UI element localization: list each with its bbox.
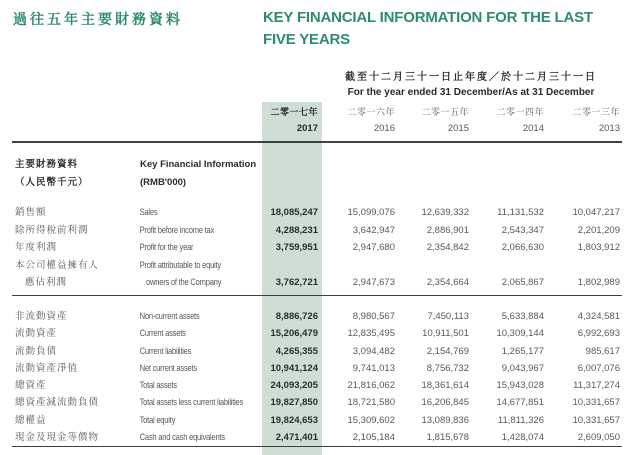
- value-2014: 11,131,532: [497, 207, 544, 218]
- value-2013: 4,324,581: [577, 311, 620, 322]
- row-label-chinese: 現金及現金等價物: [15, 432, 100, 444]
- table-row: [12, 257, 622, 275]
- value-2017: 19,827,850: [270, 397, 318, 409]
- value-2013: 2,201,209: [577, 224, 620, 236]
- value-2015: 7,450,113: [427, 311, 469, 322]
- value-2016: 3,642,947: [352, 224, 395, 236]
- value-2016: 2,947,673: [352, 277, 395, 288]
- value-2015: 18,361,614: [421, 380, 469, 392]
- row-label-chinese: 除所得稅前利潤: [15, 224, 89, 236]
- table-row: [12, 204, 622, 222]
- value-2013: 6,007,076: [577, 362, 620, 374]
- value-2017: 3,759,951: [275, 242, 318, 253]
- column-header-en-line1: Key Financial Information: [140, 159, 257, 170]
- year-header-2015: [397, 105, 471, 137]
- table-row: [12, 308, 622, 325]
- income-statement-section: [12, 204, 622, 292]
- value-2013: 985,617: [585, 345, 620, 357]
- year-label-chinese: 二零一七年: [270, 107, 318, 117]
- value-2015: 2,354,664: [426, 277, 469, 288]
- table-row: [12, 222, 622, 240]
- row-label-english: Profit attributable to equity: [139, 259, 221, 271]
- row-label-english: owners of the Company: [146, 277, 222, 288]
- year-header-row: [262, 105, 622, 137]
- value-2016: 2,947,680: [352, 242, 395, 253]
- value-2017: 2,471,401: [275, 432, 318, 444]
- row-label-chinese: 年度利潤: [15, 242, 58, 253]
- year-label-chinese: 二零一五年: [421, 107, 469, 117]
- value-2014: 1,265,177: [501, 345, 544, 357]
- column-header-en-line2: (RMB'000): [140, 176, 187, 188]
- table-top-divider: [12, 141, 622, 143]
- page-title-english: KEY FINANCIAL INFORMATION FOR THE LAST FIVE YEARS: [263, 9, 593, 48]
- value-2017: 3,762,721: [275, 277, 318, 288]
- section-divider: [12, 295, 622, 296]
- value-2013: 1,803,912: [577, 242, 620, 253]
- row-label-english: Current liabilities: [139, 345, 192, 357]
- year-label-numeric: 2013: [598, 123, 620, 134]
- value-2016: 12,835,495: [347, 328, 395, 340]
- row-label-english: Total assets: [139, 380, 177, 392]
- period-subtitle-chinese: 截至十二月三十一日止年度／於十二月三十一日: [345, 72, 597, 83]
- row-label-english: Sales: [139, 207, 158, 218]
- value-2014: 9,043,967: [501, 362, 544, 374]
- table-row: [12, 239, 622, 257]
- value-2014: 5,633,884: [501, 311, 544, 322]
- value-2017: 15,206,479: [270, 328, 318, 340]
- row-label-chinese: 本公司權益擁有人: [15, 259, 100, 271]
- year-label-numeric: 2015: [447, 123, 469, 134]
- value-2014: 2,066,630: [501, 242, 544, 253]
- value-2013: 10,331,657: [572, 414, 620, 426]
- year-label-numeric: 2014: [522, 123, 544, 134]
- row-label-english: Profit before income tax: [139, 224, 215, 236]
- value-2013: 1,802,989: [577, 277, 620, 288]
- row-label-chinese: 銷售額: [15, 207, 47, 218]
- year-header-2016: [322, 105, 397, 137]
- value-2013: 10,047,217: [572, 207, 620, 218]
- row-label-chinese: 總資產: [15, 380, 47, 392]
- table-row: [12, 377, 622, 394]
- year-header-2013: [546, 105, 622, 137]
- year-label-chinese: 二零一六年: [347, 107, 395, 117]
- value-2015: 1,815,678: [426, 432, 469, 444]
- value-2016: 18,721,580: [347, 397, 395, 409]
- table-row: [12, 412, 622, 429]
- value-2013: 11,317,274: [573, 380, 620, 392]
- value-2013: 2,609,050: [577, 432, 620, 444]
- year-label-numeric: 2016: [373, 123, 395, 134]
- value-2017: 18,085,247: [270, 207, 318, 218]
- value-2013: 6,992,693: [577, 328, 620, 340]
- value-2017: 8,886,726: [275, 311, 318, 322]
- value-2015: 13,089,836: [421, 414, 469, 426]
- year-header-2017: [262, 105, 322, 137]
- value-2014: 2,065,867: [501, 277, 544, 288]
- year-label-chinese: 二零一四年: [496, 107, 544, 117]
- year-header-2014: [471, 105, 546, 137]
- row-label-english: Profit for the year: [139, 242, 194, 253]
- period-subtitle: [320, 71, 622, 100]
- value-2014: 14,677,851: [496, 397, 544, 409]
- value-2016: 15,099,076: [347, 207, 395, 218]
- row-label-english: Total assets less current liabilities: [139, 397, 244, 409]
- value-2015: 2,354,842: [426, 242, 469, 253]
- value-2014: [471, 257, 546, 275]
- table-column-header: [12, 156, 622, 191]
- value-2016: [322, 257, 397, 275]
- value-2017: 4,288,231: [275, 224, 318, 236]
- value-2016: 21,816,062: [347, 380, 395, 392]
- value-2015: 16,206,845: [421, 397, 469, 409]
- row-label-chinese: 流動資產淨值: [15, 362, 79, 374]
- value-2017: 19,824,653: [270, 414, 318, 426]
- row-label-chinese: 流動資產: [15, 328, 58, 340]
- value-2015: [397, 257, 471, 275]
- value-2013: 10,331,657: [572, 397, 620, 409]
- value-2016: 9,741,013: [352, 362, 395, 374]
- column-header-zh-line1: 主要財務資料: [15, 159, 79, 170]
- table-row: [12, 360, 622, 377]
- value-2017: 4,265,355: [275, 345, 318, 357]
- value-2017: 10,941,124: [270, 362, 318, 374]
- value-2015: 8,756,732: [426, 362, 469, 374]
- row-label-english: Net current assets: [139, 362, 197, 374]
- value-2017: 24,093,205: [270, 380, 318, 392]
- row-label-chinese: 應佔利潤: [25, 277, 68, 288]
- year-label-numeric: 2017: [296, 123, 318, 134]
- value-2014: 11,811,326: [497, 414, 544, 426]
- value-2016: 3,094,482: [352, 345, 395, 357]
- row-label-chinese: 非流動資產: [15, 311, 68, 322]
- table-row: [12, 343, 622, 360]
- value-2014: 10,309,144: [496, 328, 544, 340]
- value-2016: 15,309,602: [347, 414, 395, 426]
- value-2017: [262, 257, 322, 275]
- value-2015: 10,911,501: [422, 328, 469, 340]
- value-2013: [546, 257, 622, 275]
- table-row: [12, 429, 622, 446]
- value-2014: 1,428,074: [501, 432, 544, 444]
- table-row: [12, 325, 622, 342]
- table-bottom-divider: [12, 446, 622, 447]
- column-header-zh-line2: （人民幣千元）: [15, 176, 89, 188]
- row-label-chinese: 流動負債: [15, 345, 58, 357]
- row-label-chinese: 總權益: [15, 414, 47, 426]
- row-label-english: Non-current assets: [139, 311, 200, 322]
- column-header-line-2: [12, 174, 622, 192]
- value-2015: 12,639,332: [421, 207, 469, 218]
- value-2014: 2,543,347: [501, 224, 544, 236]
- row-label-english: Cash and cash equivalents: [139, 432, 225, 444]
- balance-sheet-section: [12, 308, 622, 446]
- value-2014: 15,943,028: [496, 380, 544, 392]
- row-label-english: Total equity: [139, 414, 176, 426]
- value-2016: 2,105,184: [352, 432, 395, 444]
- value-2015: 2,154,769: [426, 345, 469, 357]
- table-row: [12, 274, 622, 292]
- period-subtitle-english: For the year ended 31 December/As at 31 December: [347, 87, 595, 98]
- table-row: [12, 394, 622, 411]
- value-2016: 8,980,567: [352, 311, 395, 322]
- year-label-chinese: 二零一三年: [572, 107, 620, 117]
- row-label-chinese: 總資產減流動負債: [15, 397, 100, 409]
- row-label-english: Current assets: [139, 328, 186, 340]
- value-2015: 2,886,901: [426, 224, 469, 236]
- page-title-chinese: 過往五年主要財務資料: [13, 11, 183, 27]
- column-header-line-1: [12, 156, 622, 174]
